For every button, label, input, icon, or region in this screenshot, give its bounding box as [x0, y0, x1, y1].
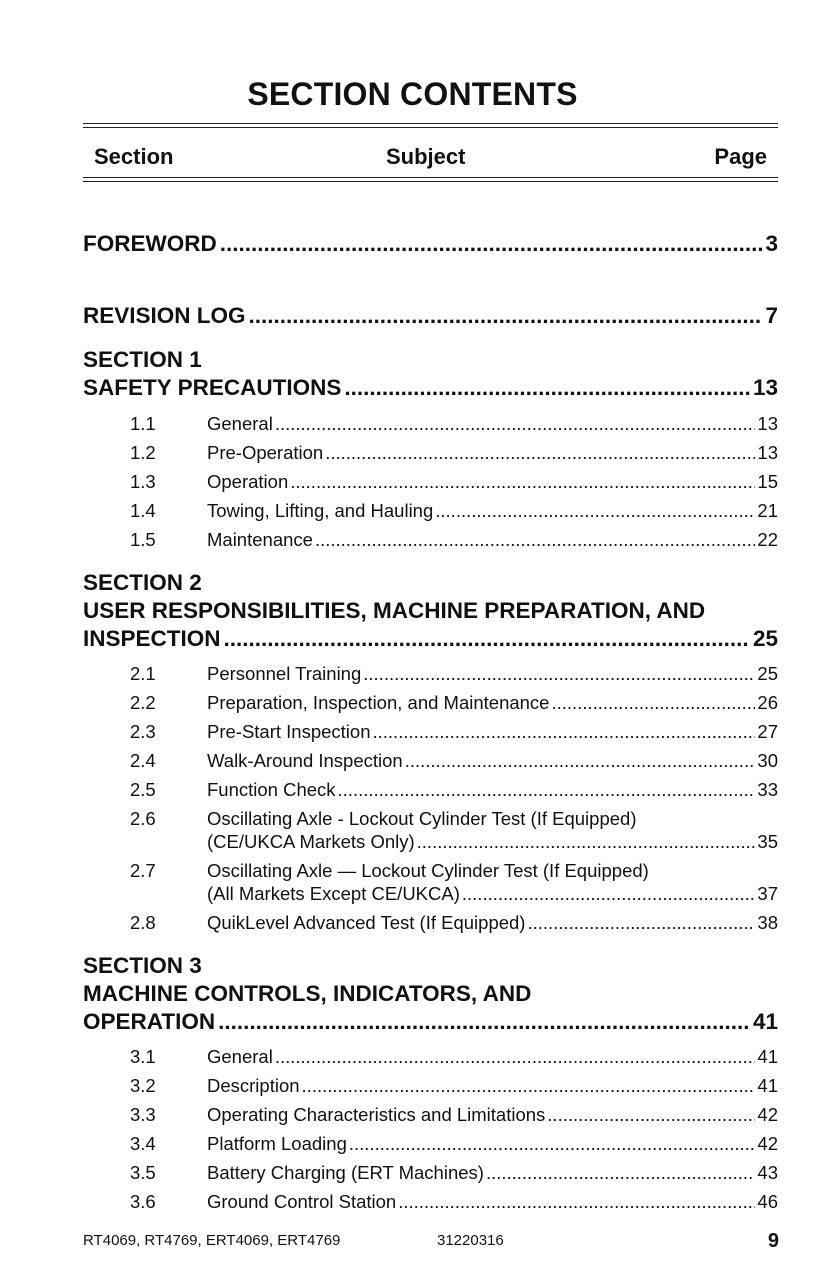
item-page: 41 [757, 1075, 778, 1096]
item-number: 2.6 [130, 808, 156, 829]
dot-leader [551, 691, 755, 714]
item-title: Operation [207, 471, 289, 492]
toc-entry-label: FOREWORD [83, 231, 217, 256]
item-page: 41 [757, 1046, 778, 1067]
item-number: 3.3 [130, 1104, 156, 1125]
footer-models: RT4069, RT4769, ERT4069, ERT4769 [83, 1232, 341, 1249]
dot-leader [302, 1074, 756, 1097]
item-page: 42 [757, 1133, 778, 1154]
item-number: 3.1 [130, 1046, 156, 1067]
item-number: 3.5 [130, 1162, 156, 1183]
item-number: 2.2 [130, 692, 156, 713]
item-page: 46 [757, 1191, 778, 1212]
dot-leader [338, 778, 756, 801]
dot-leader [275, 412, 756, 435]
item-number: 2.1 [130, 663, 156, 684]
section-title: OPERATION [83, 1009, 216, 1034]
column-header-section: Section [94, 144, 174, 169]
toc-entry-revision-log[interactable] [83, 302, 778, 330]
item-page: 30 [757, 750, 778, 771]
item-number: 2.8 [130, 912, 156, 933]
toc-section-2[interactable] [83, 569, 778, 653]
dot-leader [224, 625, 750, 653]
item-page: 13 [757, 413, 778, 434]
column-header-page: Page [714, 144, 767, 169]
dot-leader [486, 1161, 755, 1184]
dot-leader [290, 470, 755, 493]
item-title: Ground Control Station [207, 1191, 397, 1212]
item-title: Platform Loading [207, 1133, 347, 1154]
item-number: 2.7 [130, 860, 156, 881]
item-page: 43 [757, 1162, 778, 1183]
item-number: 1.2 [130, 442, 156, 463]
item-number: 1.4 [130, 500, 156, 521]
item-page: 15 [757, 471, 778, 492]
dot-leader [220, 230, 763, 258]
item-title: Description [207, 1075, 300, 1096]
dot-leader [417, 830, 756, 853]
column-header-subject: Subject [386, 144, 466, 169]
item-title: Personnel Training [207, 663, 362, 684]
item-page: 42 [757, 1104, 778, 1125]
toc-section-3[interactable] [83, 952, 778, 1036]
item-number: 2.5 [130, 779, 156, 800]
dot-leader [398, 1190, 755, 1213]
section-number-label: SECTION 2 [83, 570, 202, 595]
item-title-cont: (CE/UKCA Markets Only) [207, 831, 415, 852]
section-number-label: SECTION 1 [83, 347, 202, 372]
item-title: Pre-Start Inspection [207, 721, 371, 742]
dot-leader [275, 1045, 756, 1068]
item-number: 1.1 [130, 413, 156, 434]
section-page: 41 [752, 1009, 778, 1034]
item-page: 35 [757, 831, 778, 852]
item-number: 1.5 [130, 529, 156, 550]
item-number: 3.6 [130, 1191, 156, 1212]
dot-leader [249, 302, 763, 330]
toc-entry-page: 7 [765, 303, 778, 328]
page-title: SECTION CONTENTS [247, 76, 578, 112]
item-title: Operating Characteristics and Limitations [207, 1104, 546, 1125]
dot-leader [405, 749, 756, 772]
item-page: 38 [757, 912, 778, 933]
item-title: Preparation, Inspection, and Maintenance [207, 692, 550, 713]
item-page: 33 [757, 779, 778, 800]
dot-leader [344, 374, 750, 402]
header-rule-bottom-2 [83, 181, 778, 182]
item-number: 3.2 [130, 1075, 156, 1096]
item-title: Battery Charging (ERT Machines) [207, 1162, 484, 1183]
section-title: INSPECTION [83, 626, 221, 651]
item-title: Function Check [207, 779, 336, 800]
section-title: SAFETY PRECAUTIONS [83, 375, 342, 400]
dot-leader [349, 1132, 756, 1155]
item-number: 1.3 [130, 471, 156, 492]
item-title: Oscillating Axle — Lockout Cylinder Test (If Equipped) [207, 860, 649, 881]
dot-leader [218, 1008, 750, 1036]
item-title: Towing, Lifting, and Hauling [207, 500, 434, 521]
item-title-cont: (All Markets Except CE/UKCA) [207, 883, 460, 904]
item-page: 22 [757, 529, 778, 550]
item-title: Pre-Operation [207, 442, 324, 463]
section-title-line: USER RESPONSIBILITIES, MACHINE PREPARATION, AND [83, 598, 706, 623]
footer-doc-number: 31220316 [437, 1232, 504, 1249]
dot-leader [363, 662, 755, 685]
header-rule-top-1 [83, 123, 778, 124]
toc-entry-foreword[interactable] [83, 230, 778, 258]
footer-page-number: 9 [767, 1230, 779, 1252]
section-number-label: SECTION 3 [83, 953, 202, 978]
item-title: General [207, 1046, 273, 1067]
item-number: 2.3 [130, 721, 156, 742]
dot-leader [547, 1103, 755, 1126]
item-title: Maintenance [207, 529, 313, 550]
item-page: 37 [757, 883, 778, 904]
toc-section-1[interactable] [83, 346, 778, 402]
item-page: 25 [757, 663, 778, 684]
item-page: 27 [757, 721, 778, 742]
header-rule-top-2 [83, 127, 778, 128]
item-number: 2.4 [130, 750, 156, 771]
item-title: General [207, 413, 273, 434]
item-page: 26 [757, 692, 778, 713]
section-page: 13 [752, 375, 778, 400]
item-title: QuikLevel Advanced Test (If Equipped) [207, 912, 526, 933]
item-page: 21 [757, 500, 778, 521]
toc-entry-page: 3 [765, 231, 778, 256]
item-title: Walk-Around Inspection [207, 750, 403, 771]
dot-leader [315, 528, 755, 551]
dot-leader [435, 499, 755, 522]
toc-entry-label: REVISION LOG [83, 303, 246, 328]
dot-leader [325, 441, 755, 464]
header-rule-bottom-1 [83, 177, 778, 178]
section-title-line: MACHINE CONTROLS, INDICATORS, AND [83, 981, 532, 1006]
dot-leader [527, 911, 755, 934]
dot-leader [462, 882, 756, 905]
dot-leader [373, 720, 756, 743]
section-page: 25 [752, 626, 778, 651]
item-page: 13 [757, 442, 778, 463]
item-number: 3.4 [130, 1133, 156, 1154]
item-title: Oscillating Axle - Lockout Cylinder Test (If Equipped) [207, 808, 637, 829]
